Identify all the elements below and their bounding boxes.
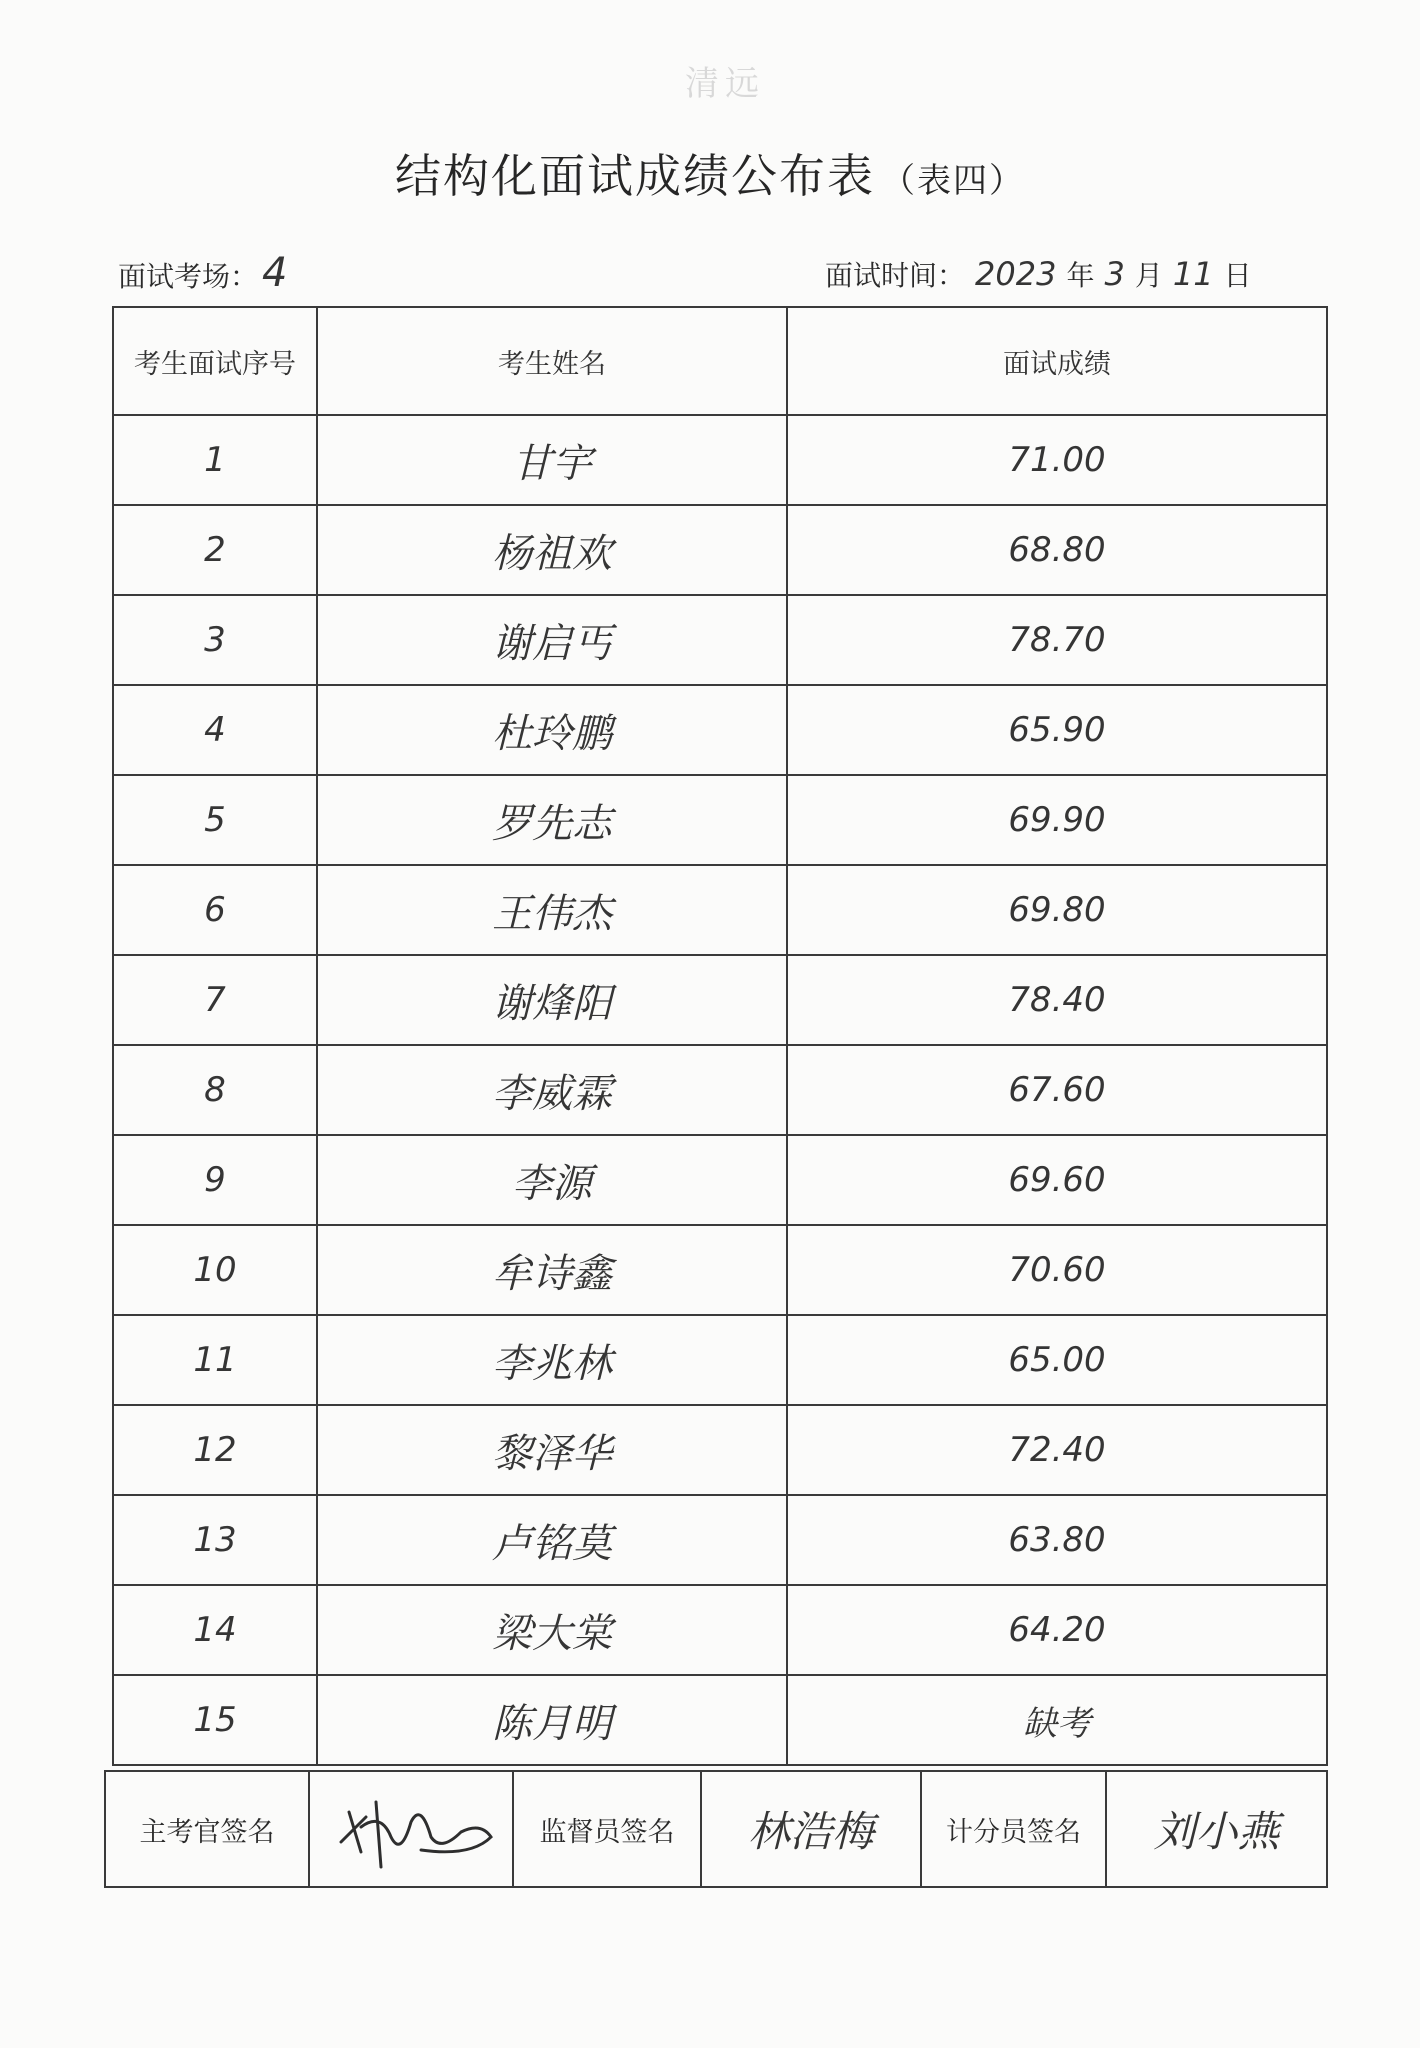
row-number: 10 xyxy=(113,1225,317,1315)
row-number: 12 xyxy=(113,1405,317,1495)
table-row xyxy=(113,865,1327,955)
table-row xyxy=(113,955,1327,1045)
candidate-score: 缺考 xyxy=(787,1675,1327,1765)
row-number: 11 xyxy=(113,1315,317,1405)
candidate-name: 李兆林 xyxy=(317,1315,787,1405)
table-row xyxy=(113,1585,1327,1675)
row-number: 6 xyxy=(113,865,317,955)
row-number: 13 xyxy=(113,1495,317,1585)
candidate-name: 罗先志 xyxy=(317,775,787,865)
candidate-score: 64.20 xyxy=(787,1585,1327,1675)
row-number: 1 xyxy=(113,415,317,505)
row-number: 9 xyxy=(113,1135,317,1225)
row-number: 4 xyxy=(113,685,317,775)
venue-label: 面试考场： xyxy=(118,260,259,293)
signature-table xyxy=(104,1770,1328,1888)
examiner-signature-cell xyxy=(309,1771,513,1887)
table-row xyxy=(113,1045,1327,1135)
candidate-name: 杨祖欢 xyxy=(317,505,787,595)
candidate-name: 甘宇 xyxy=(317,415,787,505)
candidate-name: 梁大棠 xyxy=(317,1585,787,1675)
candidate-score: 78.40 xyxy=(787,955,1327,1045)
title-suffix: （表四） xyxy=(881,161,1025,201)
candidate-name: 卢铭莫 xyxy=(317,1495,787,1585)
row-number: 7 xyxy=(113,955,317,1045)
row-number: 5 xyxy=(113,775,317,865)
examiner-signature-scribble xyxy=(321,1782,501,1872)
year-unit: 年 xyxy=(1066,259,1095,292)
candidate-score: 69.80 xyxy=(787,865,1327,955)
table-row xyxy=(113,505,1327,595)
scorer-signature-label: 计分员签名 xyxy=(921,1771,1106,1887)
scorer-signature: 刘小燕 xyxy=(1106,1771,1327,1887)
candidate-score: 70.60 xyxy=(787,1225,1327,1315)
table-row xyxy=(113,1315,1327,1405)
supervisor-signature: 林浩梅 xyxy=(701,1771,921,1887)
supervisor-signature-label: 监督员签名 xyxy=(513,1771,701,1887)
signature-row xyxy=(105,1771,1327,1887)
table-row xyxy=(113,775,1327,865)
time-label: 面试时间： xyxy=(825,259,966,292)
candidate-name: 李源 xyxy=(317,1135,787,1225)
candidate-score: 69.60 xyxy=(787,1135,1327,1225)
title-text: 结构化面试成绩公布表 xyxy=(395,149,875,203)
row-number: 8 xyxy=(113,1045,317,1135)
table-row xyxy=(113,595,1327,685)
candidate-score: 68.80 xyxy=(787,505,1327,595)
candidate-score: 71.00 xyxy=(787,415,1327,505)
candidate-name: 黎泽华 xyxy=(317,1405,787,1495)
day-value: 11 xyxy=(1172,255,1214,293)
header-cell-number: 考生面试序号 xyxy=(113,307,317,415)
candidate-score: 63.80 xyxy=(787,1495,1327,1585)
candidate-name: 王伟杰 xyxy=(317,865,787,955)
row-number: 2 xyxy=(113,505,317,595)
table-row xyxy=(113,1675,1327,1765)
candidate-score: 72.40 xyxy=(787,1405,1327,1495)
candidate-name: 杜玲鹏 xyxy=(317,685,787,775)
table-row xyxy=(113,1135,1327,1225)
date-info xyxy=(825,254,1252,294)
faint-stamp-mark: 清远 xyxy=(685,64,765,104)
candidate-name: 陈月明 xyxy=(317,1675,787,1765)
table-row xyxy=(113,1225,1327,1315)
header-cell-score: 面试成绩 xyxy=(787,307,1327,415)
candidate-score: 67.60 xyxy=(787,1045,1327,1135)
examiner-signature-label: 主考官签名 xyxy=(105,1771,309,1887)
table-header-row xyxy=(113,307,1327,415)
month-value: 3 xyxy=(1104,255,1125,293)
row-number: 14 xyxy=(113,1585,317,1675)
candidate-name: 谢启丐 xyxy=(317,595,787,685)
row-number: 15 xyxy=(113,1675,317,1765)
year-value: 2023 xyxy=(975,255,1057,293)
header-cell-name: 考生姓名 xyxy=(317,307,787,415)
candidate-score: 65.90 xyxy=(787,685,1327,775)
table-row xyxy=(113,685,1327,775)
table-row xyxy=(113,415,1327,505)
table-row xyxy=(113,1495,1327,1585)
candidate-score: 78.70 xyxy=(787,595,1327,685)
candidate-name: 李威霖 xyxy=(317,1045,787,1135)
score-table xyxy=(112,306,1328,1766)
day-unit: 日 xyxy=(1223,259,1252,292)
page-title xyxy=(0,140,1420,206)
venue-info xyxy=(118,250,287,296)
venue-value: 4 xyxy=(262,250,288,296)
candidate-name: 谢烽阳 xyxy=(317,955,787,1045)
candidate-name: 牟诗鑫 xyxy=(317,1225,787,1315)
table-row xyxy=(113,1405,1327,1495)
candidate-score: 69.90 xyxy=(787,775,1327,865)
month-unit: 月 xyxy=(1134,259,1163,292)
candidate-score: 65.00 xyxy=(787,1315,1327,1405)
row-number: 3 xyxy=(113,595,317,685)
